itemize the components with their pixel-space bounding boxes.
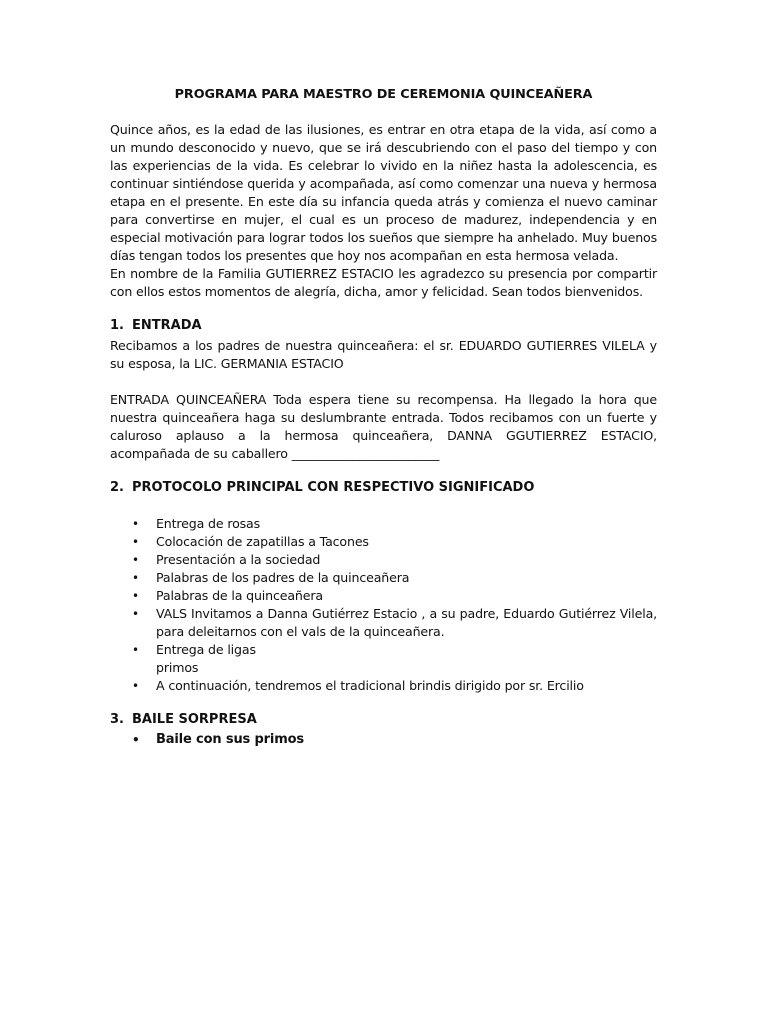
bullet-icon: •: [132, 607, 139, 621]
section-heading-protocolo: [110, 479, 657, 497]
section-title: ENTRADA: [132, 318, 202, 333]
intro-paragraph: Quince años, es la edad de las ilusiones, es entrar en otra etapa de la vida, así como a un mundo desconocido y nuevo, que se irá descubriendo con el paso del tiempo y con las experiencias de la vida. Es celebrar lo vivido en la niñez hasta la adolescencia, es continuar sintiéndose querida y acompañada, así como comenzar una nueva y hermosa etapa en el presente. En este día su infancia queda atrás y comienza el nuevo caminar para convertirse en mujer, el cual es un proceso de madurez, independencia y en especial motivación para lograr todos los sueños que siempre ha anhelado. Muy buenos días tengan todos los presentes que hoy nos acompañan en esta hermosa velada.: [110, 122, 657, 263]
document-page: [110, 86, 657, 749]
section-number: 1.: [110, 318, 124, 333]
bullet-icon: •: [132, 571, 139, 585]
bullet-icon: •: [132, 589, 139, 603]
list-item: • Entrega de ligas: [132, 642, 256, 657]
entrada-parents-paragraph: Recibamos a los padres de nuestra quinceañera: el sr. EDUARDO GUTIERRES VILELA y su esposa, la LIC. GERMANIA ESTACIO: [110, 338, 657, 371]
list-item: • Palabras de los padres de la quinceañera: [132, 570, 410, 585]
bullet-icon: •: [132, 679, 139, 693]
section-heading-baile-sorpresa: [110, 711, 657, 729]
bullet-icon: •: [132, 553, 139, 567]
list-item: • Baile con sus primos: [132, 732, 304, 747]
list-item: • A continuación, tendremos el tradicional brindis dirigido por sr. Ercilio: [132, 678, 584, 693]
protocol-list: [110, 515, 657, 695]
list-item: • Entrega de rosas: [132, 516, 261, 531]
list-item: • Palabras de la quinceañera: [132, 588, 323, 603]
bullet-icon: •: [132, 535, 139, 549]
bullet-icon: •: [132, 643, 139, 657]
section-number: 3.: [110, 712, 124, 727]
bullet-icon: •: [132, 733, 140, 747]
document-title: PROGRAMA PARA MAESTRO DE CEREMONIA QUINCEAÑERA: [174, 87, 593, 102]
section-title: PROTOCOLO PRINCIPAL CON RESPECTIVO SIGNIFICADO: [132, 480, 535, 495]
list-item: • Colocación de zapatillas a Tacones: [132, 534, 369, 549]
entrada-quinceanera-paragraph: ENTRADA QUINCEAÑERA Toda espera tiene su recompensa. Ha llegado la hora que nuestra quinceañera haga su deslumbrante entrada. Todos recibamos con un fuerte y caluroso aplauso a la hermosa quinceañera, DANNA GGUTIERREZ ESTACIO, acompañada de su caballero ________________________: [110, 392, 657, 461]
section-number: 2.: [110, 480, 124, 495]
section-heading-entrada: [110, 317, 657, 335]
section-title: BAILE SORPRESA: [132, 712, 257, 727]
list-item: • Presentación a la sociedad: [132, 552, 321, 567]
list-item-continuation: primos: [156, 660, 199, 675]
bullet-icon: •: [132, 517, 139, 531]
baile-list: [110, 731, 657, 749]
welcome-paragraph: En nombre de la Familia GUTIERREZ ESTACIO les agradezco su presencia por compartir con ellos estos momentos de alegría, dicha, amor y felicidad. Sean todos bienvenidos.: [110, 266, 657, 299]
list-item: • VALS Invitamos a Danna Gutiérrez Estacio , a su padre, Eduardo Gutiérrez Vilela, para deleitarnos con el vals de la quinceañera.: [132, 606, 657, 639]
